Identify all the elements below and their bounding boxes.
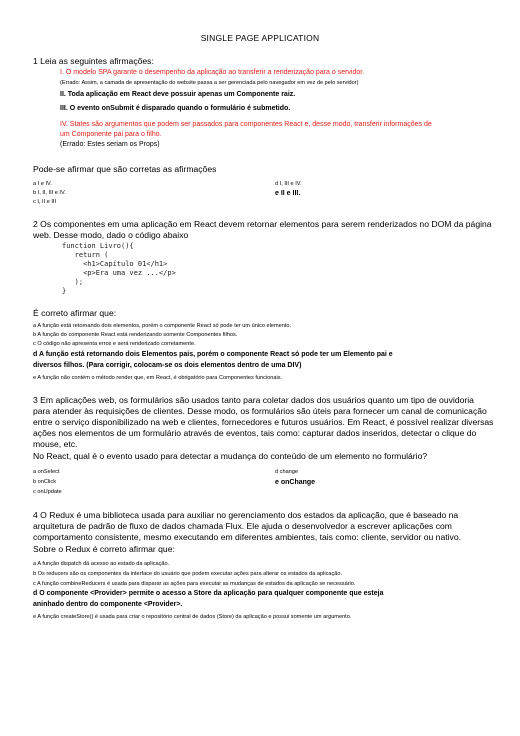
q3-paragraph-line3: entre o serviço disponibilizado na web e clientes, fornecedores e futuros usuários. Em React, é possível realizar diversas	[33, 417, 494, 427]
q3-option-e: e onChange	[275, 479, 316, 486]
q4-option-e: e A função createStore() é usada para criar o repositório central de dados (Store) da aplicação e possui somente um argumento.	[33, 614, 352, 620]
q2-option-e: e A função não contém o método render que, em React, é obrigatório para Componentes funcionais.	[33, 375, 283, 381]
q3-paragraph-line2: para atender às requisições de clientes. Desse modo, os formulários são úteis para fornecer um canal de comunicação	[33, 406, 487, 416]
q3-paragraph-line5: mouse, etc.	[33, 439, 78, 449]
q2-option-d-line2: diversos filhos. (Para corrigir, colocam-se os dois elementos dentro de uma DIV)	[33, 362, 302, 369]
q1-statement-i: I. O modelo SPA garante o desempenho da aplicação ao transferir a renderização para o servidor.	[60, 69, 365, 76]
q1-statement-iv-line2: um Componente pai para o filho.	[60, 131, 162, 138]
q4-paragraph-line1: 4 O Redux é uma biblioteca usada para auxiliar no gerenciamento dos estados da aplicação, que é baseado na	[33, 510, 459, 520]
page-title: SINGLE PAGE APPLICATION	[200, 33, 320, 43]
q4-paragraph-line2: arquitetura de padrão de fluxo de dados chamada Flux. Ele ajuda o desenvolvedor a escrever aplicações com	[33, 521, 452, 531]
q4-option-b: b Os reducers são os componentes da interface do usuário que podem executar ações para alterar os estados da aplicação.	[33, 571, 343, 577]
q1-option-e: e II e III.	[275, 190, 301, 197]
q1-question: Pode-se afirmar que são corretas as afirmações	[33, 164, 217, 174]
q2-option-a: a A função está retornando dois elementos, porém o componente React só pode ter um único elemento.	[33, 323, 292, 329]
q4-option-d-line2: aninhado dentro do componente <Provider>.	[33, 601, 183, 608]
q3-option-a: a onSelect	[33, 469, 60, 475]
q2-code-line1: function Livro(){	[62, 242, 134, 250]
q1-statement-iv-line1: IV. States são argumentos que podem ser passados para componentes React e, desse modo, transferir informações de	[60, 121, 432, 128]
q4-option-a: a A função dispatch dá acesso ao estado da aplicação.	[33, 561, 170, 567]
q1-statement-ii: II. Toda aplicação em React deve possuir apenas um Componente raiz.	[60, 91, 296, 98]
q3-paragraph-line4: ações nos elementos de um formulário através de eventos, tais como: capturar dados inseridos, detectar o clique do	[33, 428, 477, 438]
q1-option-c: c I, II e III	[33, 199, 57, 205]
q2-code-line6: }	[62, 287, 67, 295]
q2-question: É correto afirmar que:	[33, 308, 117, 318]
q4-option-d-line1: d O componente <Provider> permite o acesso a Store da aplicação para qualquer componente que esteja	[33, 590, 384, 597]
q1-statement-iv-note: (Errado: Estes seriam os Props)	[60, 141, 160, 148]
q2-prompt-line1: 2 Os componentes em uma aplicação em React devem retornar elementos para serem renderizados no DOM da página	[33, 219, 492, 229]
q4-option-c: c A função combineReducers é usada para disparar as ações para executar as mudanças de estados da aplicação se necessário.	[33, 581, 356, 587]
q3-question: No React, qual é o evento usado para detectar a mudança do conteúdo de um elemento no formulário?	[33, 451, 428, 461]
q1-option-b: b I, II, III e IV.	[33, 190, 66, 196]
q3-paragraph-line1: 3 Em aplicações web, os formulários são usados tanto para coletar dados dos usuários quanto um tipo de ouvidoria	[33, 395, 474, 405]
q1-prompt: 1 Leia as seguintes afirmações:	[33, 56, 154, 66]
q2-code-line2: return (	[62, 251, 109, 259]
q2-prompt-line2: web. Desse modo, dado o código abaixo	[33, 230, 189, 240]
q2-code-line4: <p>Era uma vez ...</p>	[62, 269, 176, 277]
q1-statement-iii: III. O evento onSubmit é disparado quando o formulário é submetido.	[60, 105, 291, 112]
q2-option-c: c O código não apresenta erros e será renderizado corretamente.	[33, 341, 196, 347]
q2-option-b: b A função do componente React está renderizando somente Componentes filhos.	[33, 332, 238, 338]
q4-paragraph-line3: comportamento consistente, mesmo executando em diferentes ambientes, tais como: cliente, servidor ou nativo.	[33, 532, 461, 542]
q2-option-d-line1: d A função está retornando dois Elementos pais, porém o componente React só pode ter um Elemento pai e	[33, 351, 393, 358]
q3-option-b: b onClick	[33, 479, 57, 485]
q1-option-a: a I e IV.	[33, 181, 52, 187]
q1-option-d: d I, III e IV.	[275, 181, 302, 187]
q4-question: Sobre o Redux é correto afirmar que:	[33, 544, 175, 554]
q1-statement-i-note: (Errado: Assim, a camada de apresentação do website passa a ser gerenciada pelo navegador em vez de pelo servidor)	[60, 80, 359, 86]
q3-option-c: c onUpdate	[33, 489, 62, 495]
q2-code-line3: <h1>Capítulo 01</h1>	[62, 260, 168, 268]
q2-code-line5: );	[62, 278, 84, 286]
q3-option-d: d change	[275, 469, 299, 475]
